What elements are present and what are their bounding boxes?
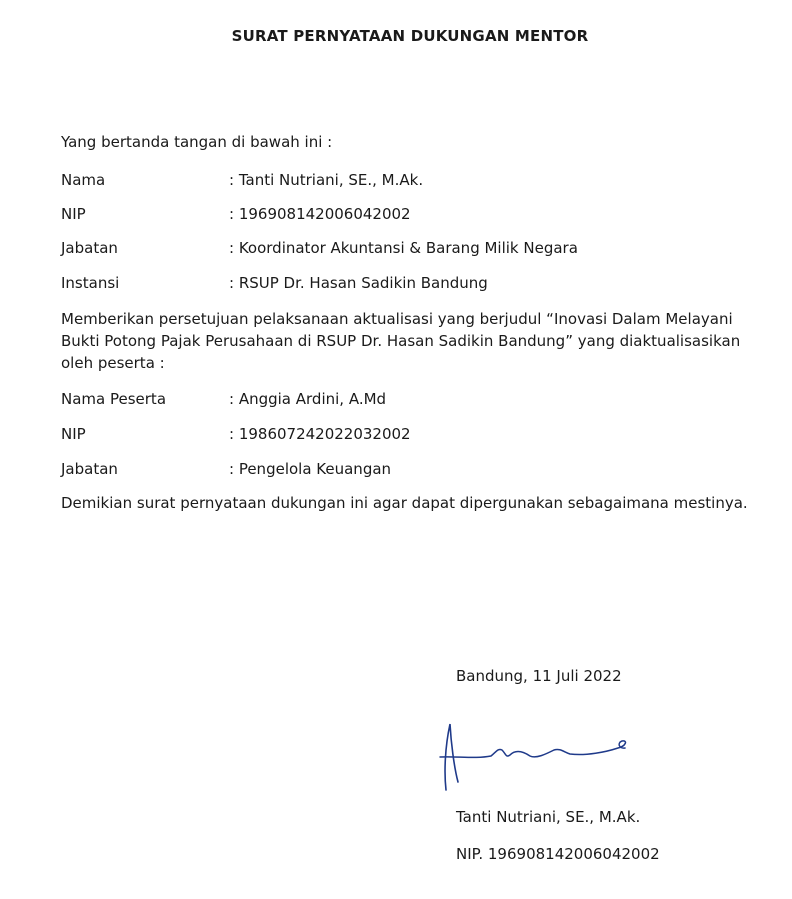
field-label: Nama Peserta bbox=[61, 390, 167, 408]
field-label: Nama bbox=[61, 171, 106, 189]
statement-line: Bukti Potong Pajak Perusahaan di RSUP Dr. Hasan Sadikin Bandung” yang diaktualisasikan bbox=[61, 332, 741, 350]
field-value: : Pengelola Keuangan bbox=[229, 460, 392, 478]
statement-paragraph bbox=[61, 308, 761, 374]
field-value: : 198607242022032002 bbox=[229, 425, 411, 443]
letter-title: SURAT PERNYATAAN DUKUNGAN MENTOR bbox=[231, 27, 589, 45]
field-value: : Tanti Nutriani, SE., M.Ak. bbox=[229, 171, 424, 189]
field-label: Instansi bbox=[61, 274, 120, 292]
field-label: Jabatan bbox=[61, 460, 118, 478]
field-value: : Anggia Ardini, A.Md bbox=[229, 390, 387, 408]
field-label: Jabatan bbox=[61, 239, 118, 257]
signer-name: Tanti Nutriani, SE., M.Ak. bbox=[456, 808, 641, 826]
statement-line: Memberikan persetujuan pelaksanaan aktualisasi yang berjudul “Inovasi Dalam Melayani bbox=[61, 310, 733, 328]
field-value: : Koordinator Akuntansi & Barang Milik Negara bbox=[229, 239, 578, 257]
closing-text: Demikian surat pernyataan dukungan ini agar dapat dipergunakan sebagaimana mestinya. bbox=[61, 494, 748, 512]
field-value: : RSUP Dr. Hasan Sadikin Bandung bbox=[229, 274, 488, 292]
place-date: Bandung, 11 Juli 2022 bbox=[456, 667, 622, 685]
field-label: NIP bbox=[61, 425, 86, 443]
field-label: NIP bbox=[61, 205, 86, 223]
intro-text: Yang bertanda tangan di bawah ini : bbox=[61, 133, 333, 151]
statement-line: oleh peserta : bbox=[61, 354, 165, 372]
signer-nip: NIP. 196908142006042002 bbox=[456, 845, 660, 863]
field-value: : 196908142006042002 bbox=[229, 205, 411, 223]
handwritten-signature bbox=[436, 712, 636, 797]
